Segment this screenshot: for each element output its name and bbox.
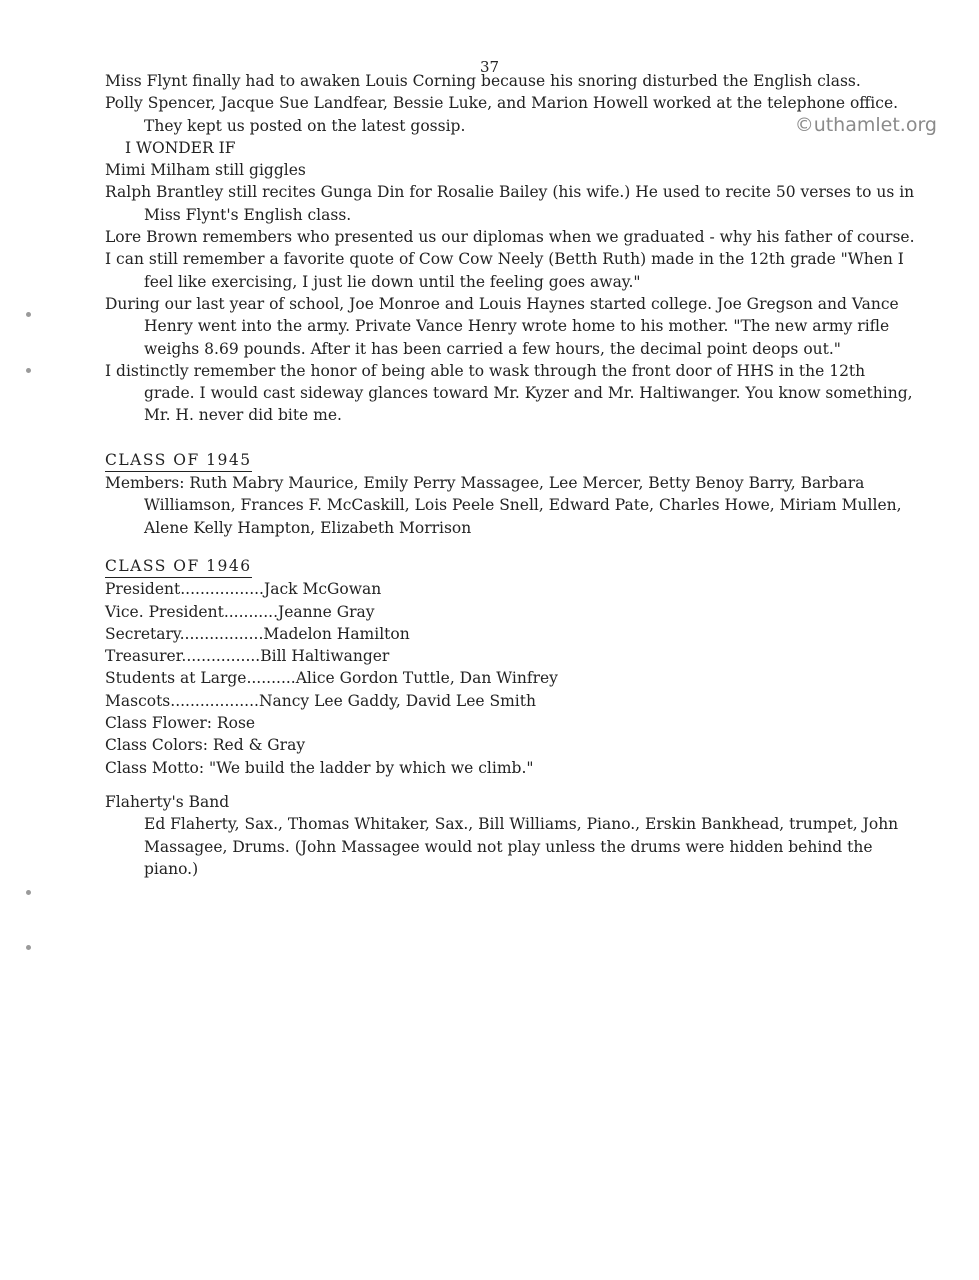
officer-row (105, 667, 915, 689)
members-list: Ruth Mabry Maurice, Emily Perry Massagee, Lee Mercer, Betty Benoy Barry, Barbara Williamson, Frances F. McCaskill, Lois Peele Snell, Edward Pate, Charles Howe, Miriam Mullen, Alene Kelly Hampton, Elizabeth Morrison (144, 474, 902, 537)
memory-paragraph: Miss Flynt finally had to awaken Louis Corning because his snoring disturbed the English class. (105, 72, 861, 90)
officer-name: Madelon Hamilton (263, 624, 410, 643)
binder-hole-mark (26, 368, 31, 373)
band-heading: Flaherty's Band (105, 792, 230, 811)
officer-row (105, 623, 915, 645)
members-label: Members: (105, 474, 185, 493)
wonder-item: I distinctly remember the honor of being able to wask through the front door of HHS in the 12th grade. I would cast sideway glances toward Mr. Kyzer and Mr. Haltiwanger. You know something, Mr. H. never did bite me. (105, 361, 913, 425)
site-watermark: ©uthamlet.org (794, 114, 937, 136)
class-colors: Class Colors: Red & Gray (105, 736, 306, 755)
class-motto: Class Motto: "We build the ladder by which we climb." (105, 758, 534, 777)
officer-role: Students at Large.......... (105, 669, 296, 688)
officer-row (105, 645, 915, 667)
wonder-item: Ralph Brantley still recites Gunga Din for Rosalie Bailey (his wife.) He used to recite 50 verses to us in Miss Flynt's English class. (105, 183, 915, 224)
spacer (105, 779, 915, 791)
wonder-heading: I WONDER IF (125, 138, 236, 157)
officer-name: Jack McGowan (264, 580, 382, 599)
officer-role: Mascots.................. (105, 691, 259, 710)
officer-name: Nancy Lee Gaddy, David Lee Smith (258, 691, 536, 710)
class-1946-heading: CLASS OF 1946 (105, 555, 252, 578)
officer-name: Jeanne Gray (278, 602, 375, 621)
officer-role: Treasurer................ (105, 647, 261, 666)
binder-hole-mark (26, 945, 31, 950)
page-number: 37 (479, 58, 500, 76)
class-flower: Class Flower: Rose (105, 714, 256, 733)
officer-name: Alice Gordon Tuttle, Dan Winfrey (295, 669, 558, 688)
class-1945-members (105, 472, 915, 539)
band-members: Ed Flaherty, Sax., Thomas Whitaker, Sax., Bill Williams, Piano., Erskin Bankhead, trumpet, John Massagee, Drums. (John Massagee would not play unless the drums were hidden behind the piano.) (144, 815, 899, 878)
page-content (105, 70, 915, 880)
binder-hole-mark (26, 890, 31, 895)
officer-row (105, 690, 915, 712)
class-1945-heading: CLASS OF 1945 (105, 449, 252, 472)
officer-row (105, 578, 915, 600)
officer-name: Bill Haltiwanger (260, 647, 390, 666)
binder-hole-mark (26, 312, 31, 317)
officer-role: President................. (105, 580, 264, 599)
wonder-item: Lore Brown remembers who presented us our diplomas when we graduated - why his father of course. (105, 228, 915, 247)
officer-row (105, 601, 915, 623)
officer-role: Secretary................. (105, 624, 264, 643)
wonder-item: During our last year of school, Joe Monroe and Louis Haynes started college. Joe Gregson and Vance Henry went into the army. Private Vance Henry wrote home to his mother. "The new army rifle weighs 8.69 pounds. After it has been carried a few hours, the decimal point deops out." (105, 294, 899, 358)
wonder-item: I can still remember a favorite quote of Cow Cow Neely (Betth Ruth) made in the 12th grade "When I feel like exercising, I just lie down until the feeling goes away." (105, 250, 904, 291)
wonder-item: Mimi Milham still giggles (105, 161, 306, 180)
memory-paragraph: Polly Spencer, Jacque Sue Landfear, Bessie Luke, and Marion Howell worked at the telephone office. They kept us posted on the latest gossip. (105, 94, 899, 135)
officer-role: Vice. President........... (105, 602, 279, 621)
